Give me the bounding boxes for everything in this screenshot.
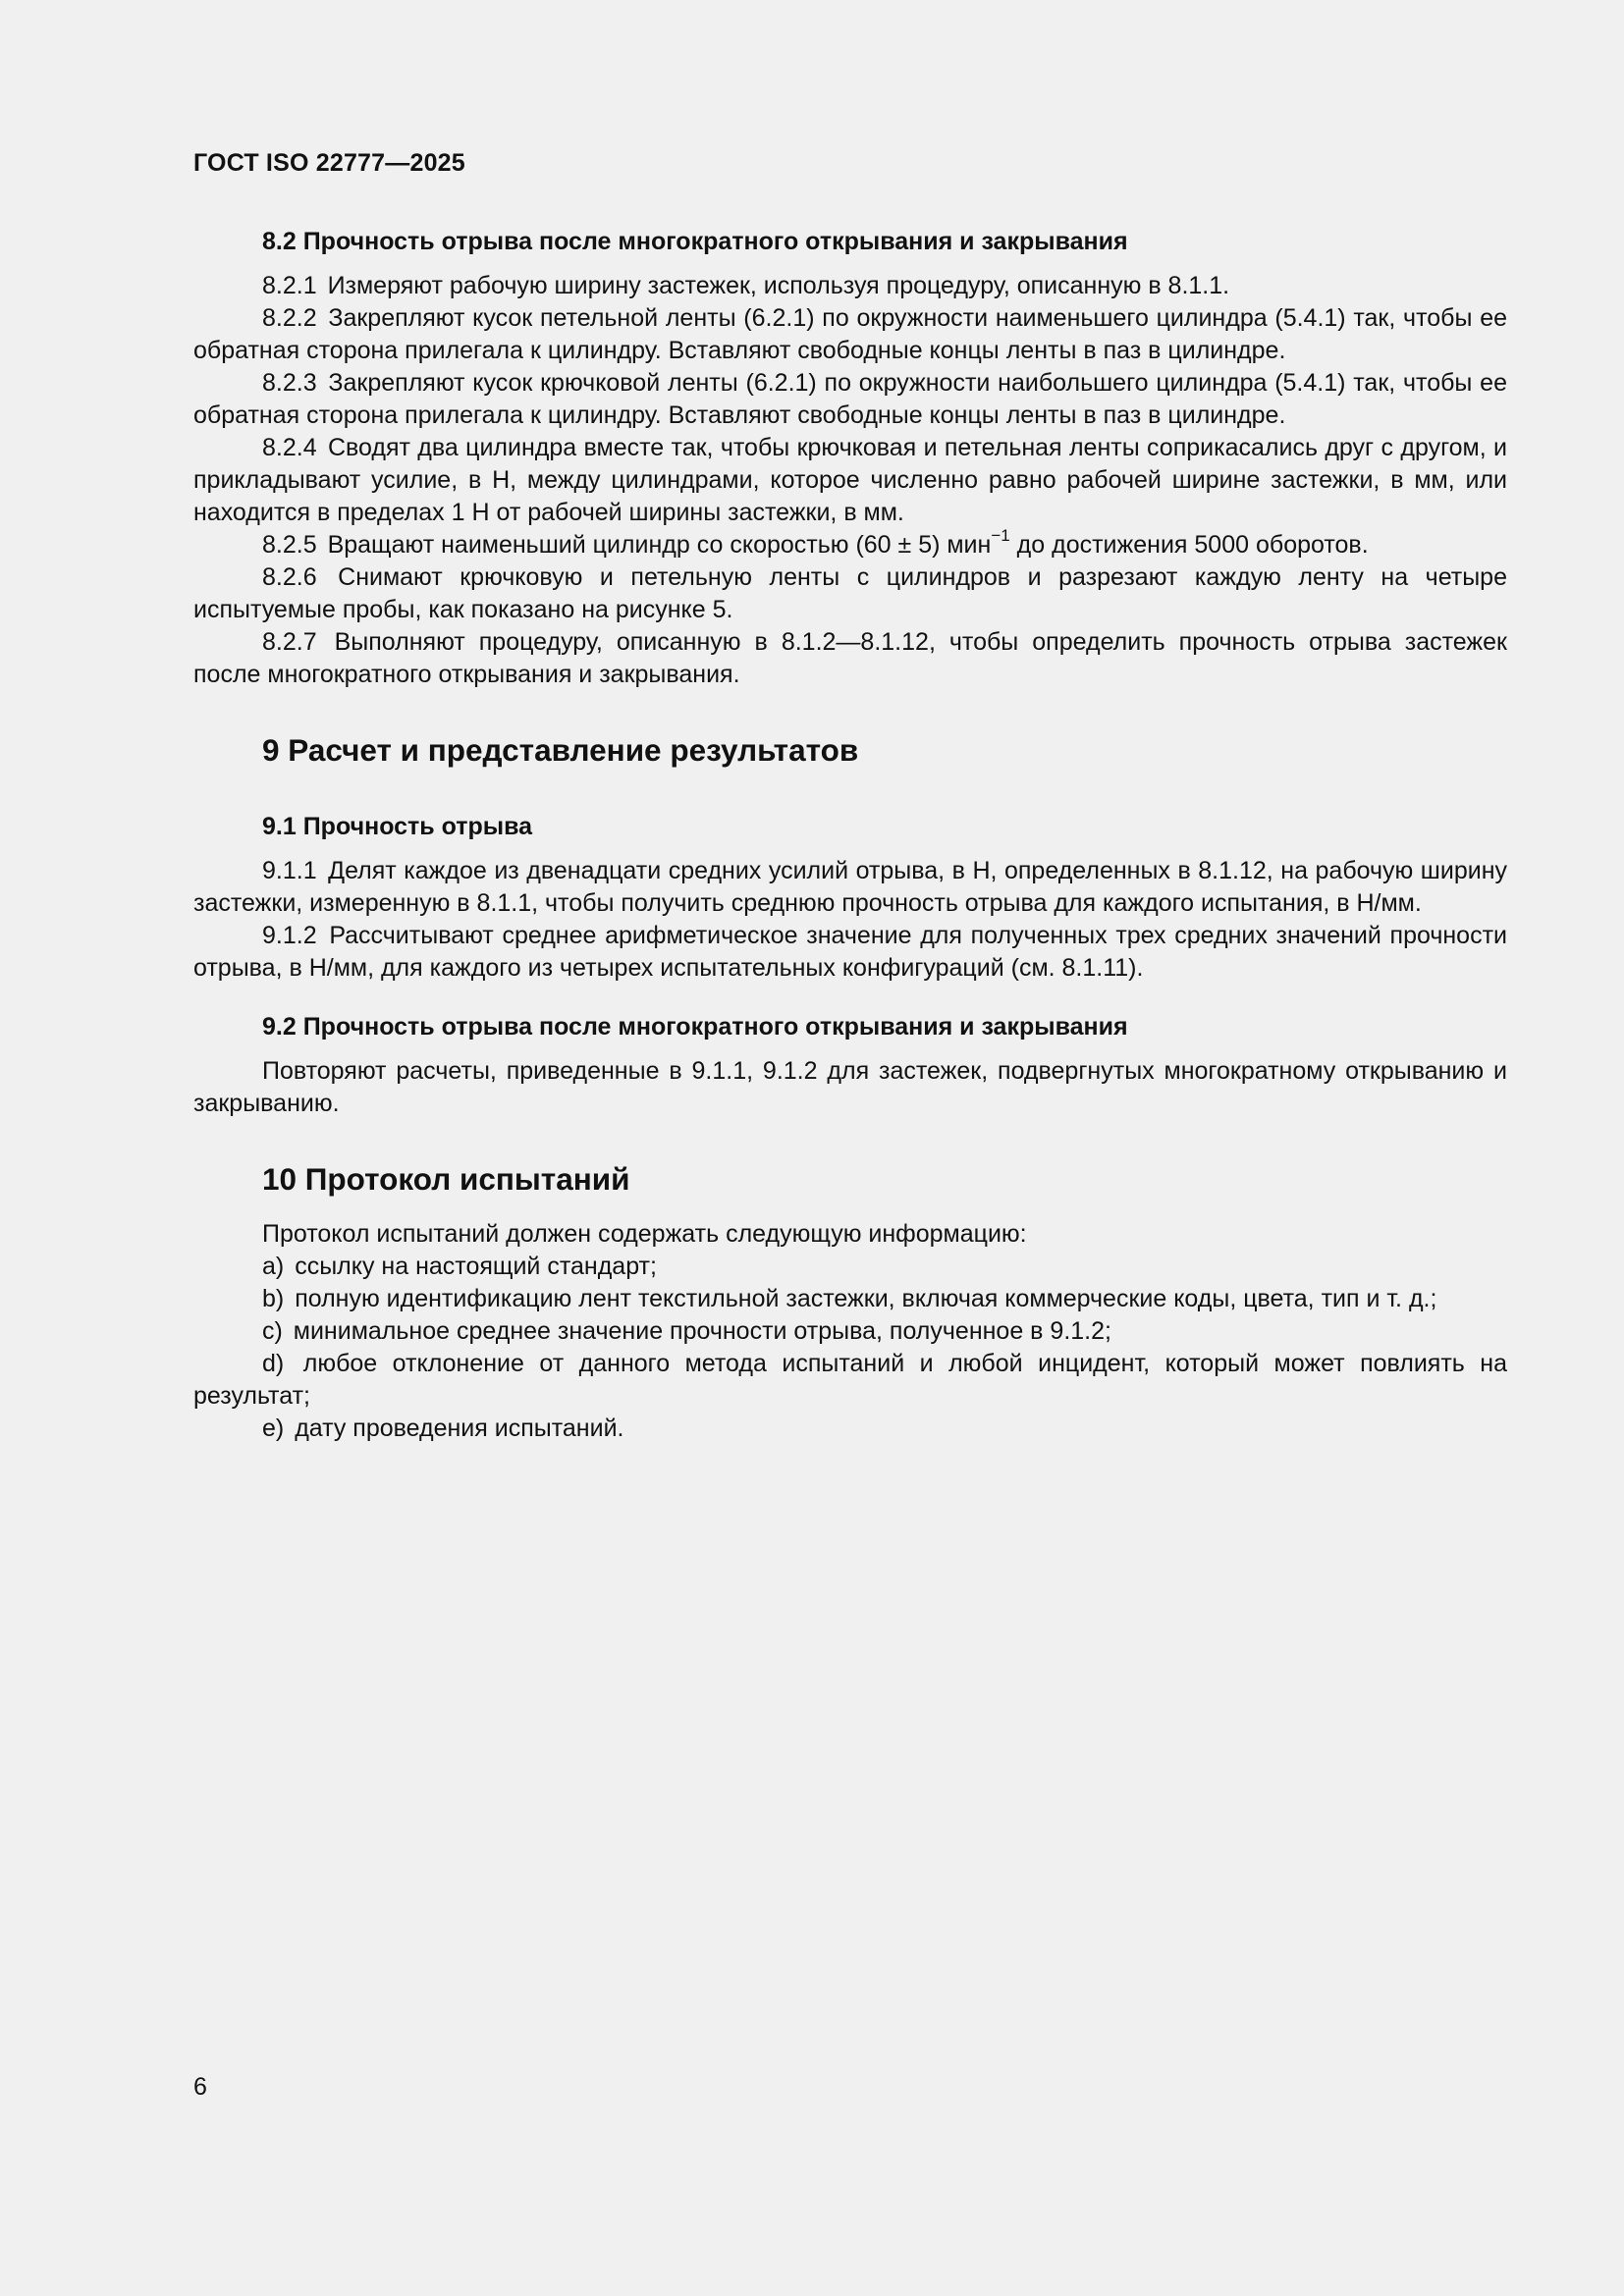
paragraph-9-1-1 — [193, 855, 1507, 920]
subsection-title-9-2: 9.2 Прочность отрыва после многократного открывания и закрывания — [262, 1013, 1128, 1041]
clause-number: 9.1.2 — [262, 922, 317, 949]
clause-number: 8.2.4 — [262, 434, 317, 461]
clause-text: Делят каждое из двенадцати средних усилий отрыва, в Н, определенных в 8.1.12, на рабочую ширину застежки, измеренную в 8.1.1, чтобы получить среднюю прочность отрыва для каждого испытания, в Н/мм. — [193, 857, 1508, 917]
list-marker: b) — [262, 1285, 285, 1312]
clause-text: Снимают крючковую и петельную ленты с цилиндров и разрезают каждую ленту на четыре испытуемые пробы, как показано на рисунке 5. — [193, 563, 1507, 623]
clause-text: Вращают наименьший цилиндр со скоростью (60 ± 5) мин — [327, 531, 992, 559]
paragraph-8-2-4 — [193, 432, 1507, 529]
clause-text: Закрепляют кусок крючковой ленты (6.2.1) по окружности наибольшего цилиндра (5.4.1) так, чтобы ее обратная сторона прилегала к цилиндру. Вставляют свободные концы ленты в паз в цилиндре. — [193, 369, 1507, 429]
paragraph-9-1-2 — [193, 920, 1507, 985]
clause-number: 8.2.5 — [262, 531, 317, 559]
list-item-a — [193, 1251, 1507, 1283]
clause-number: 8.2.7 — [262, 628, 317, 656]
subsection-title-8-2: 8.2 Прочность отрыва после многократного открывания и закрывания — [262, 228, 1128, 255]
clause-text: Закрепляют кусок петельной ленты (6.2.1) по окружности наименьшего цилиндра (5.4.1) так, чтобы ее обратная сторона прилегала к цилиндру. Вставляют свободные концы ленты в паз в цилиндре. — [193, 304, 1507, 364]
clause-number: 9.1.1 — [262, 857, 317, 884]
list-item-c — [193, 1315, 1507, 1348]
list-marker: a) — [262, 1253, 285, 1280]
clause-number: 8.2.6 — [262, 563, 317, 591]
list-item-text: дату проведения испытаний. — [295, 1415, 624, 1442]
list-item-e — [193, 1413, 1507, 1445]
clause-number: 8.2.3 — [262, 369, 317, 397]
paragraph-8-2-3 — [193, 367, 1507, 432]
list-item-text: минимальное среднее значение прочности отрыва, полученное в 9.1.2; — [293, 1317, 1111, 1345]
paragraph-8-2-6 — [193, 561, 1507, 626]
section-title-9: 9 Расчет и представление результатов — [262, 732, 859, 768]
clause-text: Выполняют процедуру, описанную в 8.1.2—8.1.12, чтобы определить прочность отрыва застежек после многократного открывания и закрывания. — [193, 628, 1507, 688]
paragraph-8-2-1 — [193, 270, 1507, 302]
clause-text: Рассчитывают среднее арифметическое значение для полученных трех средних значений прочности отрыва, в Н/мм, для каждого из четырех испытательных конфигураций (см. 8.1.11). — [193, 922, 1507, 982]
list-item-text: ссылку на настоящий стандарт; — [295, 1253, 657, 1280]
paragraph-8-2-2 — [193, 302, 1507, 367]
subsection-title-9-1: 9.1 Прочность отрыва — [262, 813, 533, 840]
paragraph-9-2: Повторяют расчеты, приведенные в 9.1.1, 9.1.2 для застежек, подвергнутых многократному открыванию и закрыванию. — [193, 1057, 1507, 1117]
list-item-text: любое отклонение от данного метода испытаний и любой инцидент, который может повлиять на результат; — [193, 1350, 1507, 1410]
list-item-text: полную идентификацию лент текстильной застежки, включая коммерческие коды, цвета, тип и т. д.; — [295, 1285, 1437, 1312]
clause-text: Измеряют рабочую ширину застежек, используя процедуру, описанную в 8.1.1. — [327, 272, 1230, 299]
list-marker: d) — [262, 1350, 285, 1377]
clause-number: 8.2.1 — [262, 272, 317, 299]
clause-number: 8.2.2 — [262, 304, 317, 332]
page-content — [193, 226, 1507, 1445]
paragraph-10-intro: Протокол испытаний должен содержать следующую информацию: — [262, 1220, 1027, 1248]
paragraph-8-2-5 — [193, 525, 1507, 561]
list-marker: e) — [262, 1415, 285, 1442]
page-number: 6 — [193, 2073, 207, 2101]
document-header: ГОСТ ISO 22777—2025 — [193, 149, 465, 177]
superscript-exponent: −1 — [991, 525, 1010, 545]
paragraph-8-2-7 — [193, 626, 1507, 691]
clause-text: Сводят два цилиндра вместе так, чтобы крючковая и петельная ленты соприкасались друг с другом, и прикладывают усилие, в Н, между цилиндрами, которое численно равно рабочей ширине застежки, в мм, или находится в пределах 1 Н от рабочей ширины застежки, в мм. — [193, 434, 1507, 526]
clause-text-continued: до достижения 5000 оборотов. — [1009, 531, 1369, 559]
list-marker: c) — [262, 1317, 283, 1345]
list-item-b — [193, 1283, 1507, 1315]
list-item-d — [193, 1348, 1507, 1413]
section-title-10: 10 Протокол испытаний — [262, 1161, 630, 1197]
